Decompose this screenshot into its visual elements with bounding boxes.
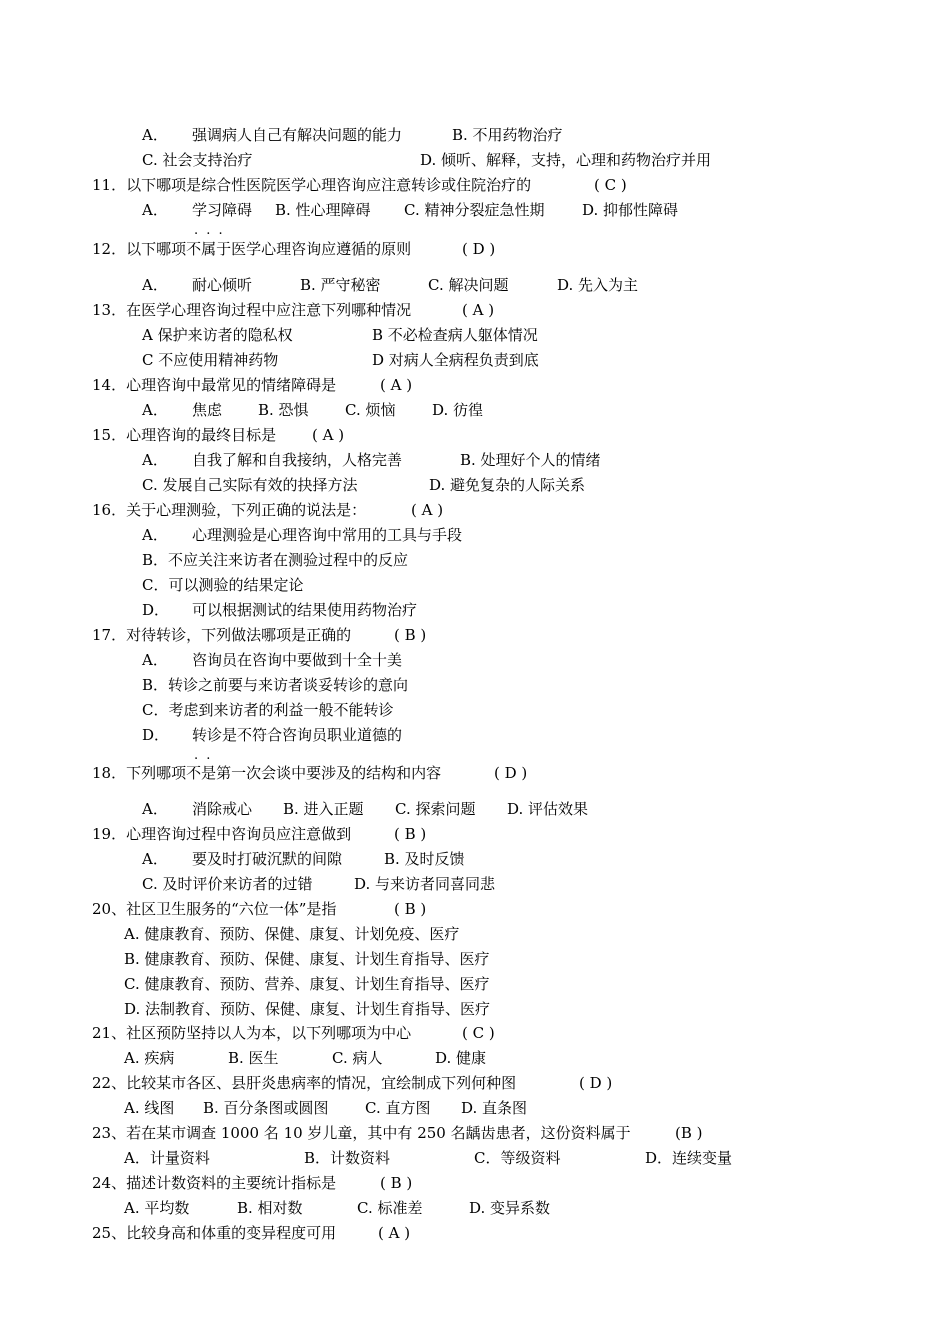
text-segment: A． (142, 850, 168, 868)
text-line (0, 674, 950, 696)
text-line (0, 1172, 950, 1194)
text-segment: ( A ) (380, 376, 413, 394)
text-line (0, 349, 950, 371)
text-segment: C. 探索问题 (395, 800, 476, 818)
text-segment: C. 烦恼 (345, 401, 396, 419)
text-segment: C．考虑到来访者的利益一般不能转诊 (142, 701, 394, 719)
text-segment: C. 健康教育、预防、营养、康复、计划生育指导、医疗 (124, 975, 490, 993)
text-segment: 20、社区卫生服务的“六位一体”是指 (92, 900, 337, 918)
text-segment: C. 及时评价来访者的过错 (142, 875, 313, 893)
text-segment: D. 倾听、解释，支持，心理和药物治疗并用 (420, 151, 712, 169)
text-segment: 18．下列哪项不是第一次会谈中要涉及的结构和内容 (92, 764, 442, 782)
text-segment: D．连续变量 (645, 1149, 733, 1167)
text-segment: 21、社区预防坚持以人为本，以下列哪项为中心 (92, 1024, 412, 1042)
text-segment: B．计数资料 (304, 1149, 391, 1167)
text-segment: A． (142, 201, 168, 219)
text-segment: 11．以下哪项是综合性医院医学心理咨询应注意转诊或住院治疗的 (92, 176, 532, 194)
text-segment: 16．关于心理测验，下列正确的说法是： (92, 501, 367, 519)
text-line (0, 848, 950, 870)
text-segment: D. 抑郁性障碍 (582, 201, 679, 219)
text-segment: ( A ) (312, 426, 345, 444)
text-segment: A． (142, 126, 168, 144)
text-line (0, 599, 950, 621)
text-line (0, 238, 950, 260)
text-segment: 13．在医学心理咨询过程中应注意下列哪种情况 (92, 301, 412, 319)
text-segment: A． (142, 451, 168, 469)
text-segment: C．可以测验的结果定论 (142, 576, 304, 594)
text-segment: ( D ) (579, 1074, 613, 1092)
text-line (0, 374, 950, 396)
text-segment: D. 直条图 (461, 1099, 528, 1117)
text-segment: 咨询员在咨询中要做到十全十美 (192, 651, 403, 669)
text-segment: D 对病人全病程负责到底 (372, 351, 539, 369)
text-line (0, 923, 950, 945)
text-line (0, 199, 950, 221)
text-line (0, 299, 950, 321)
text-segment: 要及时打破沉默的间隙 (192, 850, 343, 868)
text-segment: B. 相对数 (237, 1199, 303, 1217)
text-line (0, 762, 950, 784)
text-segment: 17．对待转诊，下列做法哪项是正确的 (92, 626, 352, 644)
text-line (0, 699, 950, 721)
text-segment: B．转诊之前要与来访者谈妥转诊的意向 (142, 676, 409, 694)
text-segment: 23、若在某市调查 1000 名 10 岁儿童，其中有 250 名龋齿患者，这份资料属于 (92, 1124, 631, 1142)
text-segment: ( B ) (394, 626, 427, 644)
text-segment: ( B ) (380, 1174, 413, 1192)
text-line (0, 324, 950, 346)
text-segment: 25、比较身高和体重的变异程度可用 (92, 1224, 337, 1242)
text-line (0, 1022, 950, 1044)
text-line (0, 1147, 950, 1169)
text-segment: ( B ) (394, 825, 427, 843)
text-segment: A 保护来访者的隐私权 (142, 326, 293, 344)
text-segment: 自我了解和自我接纳，人格完善 (192, 451, 403, 469)
text-segment: ( D ) (494, 764, 528, 782)
text-segment: A． (142, 526, 168, 544)
text-segment: A． (142, 800, 168, 818)
text-segment: A. 线图 (124, 1099, 175, 1117)
text-segment: ( D ) (462, 240, 496, 258)
text-segment: 心理测验是心理咨询中常用的工具与手段 (192, 526, 463, 544)
text-line (0, 724, 950, 746)
text-segment: A． (142, 401, 168, 419)
text-line (0, 274, 950, 296)
text-segment: B. 百分条图或圆图 (203, 1099, 329, 1117)
text-segment: B. 医生 (228, 1049, 279, 1067)
text-segment: C. 直方图 (365, 1099, 431, 1117)
text-line (0, 549, 950, 571)
text-line (0, 948, 950, 970)
text-line (0, 474, 950, 496)
text-segment: B. 恐惧 (258, 401, 309, 419)
text-line (0, 873, 950, 895)
text-segment: B. 处理好个人的情绪 (460, 451, 601, 469)
text-line (0, 1222, 950, 1244)
text-segment: D. 彷徨 (432, 401, 484, 419)
text-segment: ( B ) (394, 900, 427, 918)
text-segment: 15．心理咨询的最终目标是 (92, 426, 277, 444)
text-line (0, 798, 950, 820)
text-segment: A. 健康教育、预防、保健、康复、计划免疫、医疗 (124, 925, 460, 943)
text-segment: D. 先入为主 (557, 276, 639, 294)
text-segment: A．计量资料 (124, 1149, 210, 1167)
text-segment: C. 精神分裂症急性期 (404, 201, 545, 219)
text-segment: 转诊是不符合咨询员职业道德的 (192, 726, 403, 744)
text-segment: ( C ) (594, 176, 627, 194)
text-line (0, 1097, 950, 1119)
text-line (0, 499, 950, 521)
text-segment: C. 病人 (332, 1049, 383, 1067)
text-line (0, 524, 950, 546)
emphasis-dots: . . . (194, 223, 225, 238)
text-line (0, 174, 950, 196)
text-segment: C 不应使用精神药物 (142, 351, 279, 369)
text-segment: ( C ) (462, 1024, 495, 1042)
text-segment: 消除戒心 (192, 800, 253, 818)
text-segment: 24、描述计数资料的主要统计指标是 (92, 1174, 337, 1192)
text-segment: 可以根据测试的结果使用药物治疗 (192, 601, 418, 619)
text-segment: D. 评估效果 (507, 800, 589, 818)
text-segment: C．等级资料 (474, 1149, 561, 1167)
text-line (0, 399, 950, 421)
text-line (0, 898, 950, 920)
text-line (0, 1197, 950, 1219)
text-segment: B. 健康教育、预防、保健、康复、计划生育指导、医疗 (124, 950, 490, 968)
text-line (0, 823, 950, 845)
text-segment: 学习障碍 (192, 201, 253, 219)
text-segment: D． (142, 726, 170, 744)
text-segment: ( A ) (378, 1224, 411, 1242)
text-segment: A． (142, 276, 168, 294)
text-line (0, 449, 950, 471)
text-line (0, 424, 950, 446)
text-segment: 12．以下哪项不属于医学心理咨询应遵循的原则 (92, 240, 412, 258)
text-segment: 焦虑 (192, 401, 223, 419)
text-segment: B. 性心理障碍 (275, 201, 371, 219)
text-segment: B．不应关注来访者在测验过程中的反应 (142, 551, 409, 569)
text-line (0, 124, 950, 146)
text-segment: B 不必检查病人躯体情况 (372, 326, 538, 344)
text-segment: A. 平均数 (124, 1199, 190, 1217)
text-segment: D. 健康 (435, 1049, 487, 1067)
text-segment: 耐心倾听 (192, 276, 253, 294)
text-segment: B. 不用药物治疗 (452, 126, 563, 144)
text-segment: 22、比较某市各区、县肝炎患病率的情况，宜绘制成下列何种图 (92, 1074, 517, 1092)
text-segment: D. 与来访者同喜同悲 (354, 875, 496, 893)
text-segment: ( A ) (411, 501, 444, 519)
text-segment: 强调病人自己有解决问题的能力 (192, 126, 403, 144)
text-line (0, 1122, 950, 1144)
text-line (0, 1072, 950, 1094)
text-segment: A． (142, 651, 168, 669)
text-segment: B. 进入正题 (283, 800, 364, 818)
text-segment: C. 标准差 (357, 1199, 423, 1217)
text-segment: B. 严守秘密 (300, 276, 381, 294)
text-segment: ( A ) (462, 301, 495, 319)
text-segment: D. 避免复杂的人际关系 (429, 476, 586, 494)
text-segment: (B ) (675, 1124, 703, 1142)
text-segment: 14．心理咨询中最常见的情绪障碍是 (92, 376, 337, 394)
text-segment: C. 发展自己实际有效的抉择方法 (142, 476, 358, 494)
text-line (0, 624, 950, 646)
text-segment: A. 疾病 (124, 1049, 175, 1067)
text-line (0, 998, 950, 1020)
text-line (0, 649, 950, 671)
text-line (0, 149, 950, 171)
text-segment: 19．心理咨询过程中咨询员应注意做到 (92, 825, 352, 843)
text-line (0, 1047, 950, 1069)
emphasis-dots: . . (194, 748, 213, 763)
text-line (0, 574, 950, 596)
text-segment: D． (142, 601, 170, 619)
text-segment: B. 及时反馈 (384, 850, 465, 868)
text-segment: D. 法制教育、预防、保健、康复、计划生育指导、医疗 (124, 1000, 491, 1018)
text-segment: C. 解决问题 (428, 276, 509, 294)
text-segment: D. 变异系数 (469, 1199, 551, 1217)
text-line (0, 973, 950, 995)
text-segment: C. 社会支持治疗 (142, 151, 253, 169)
